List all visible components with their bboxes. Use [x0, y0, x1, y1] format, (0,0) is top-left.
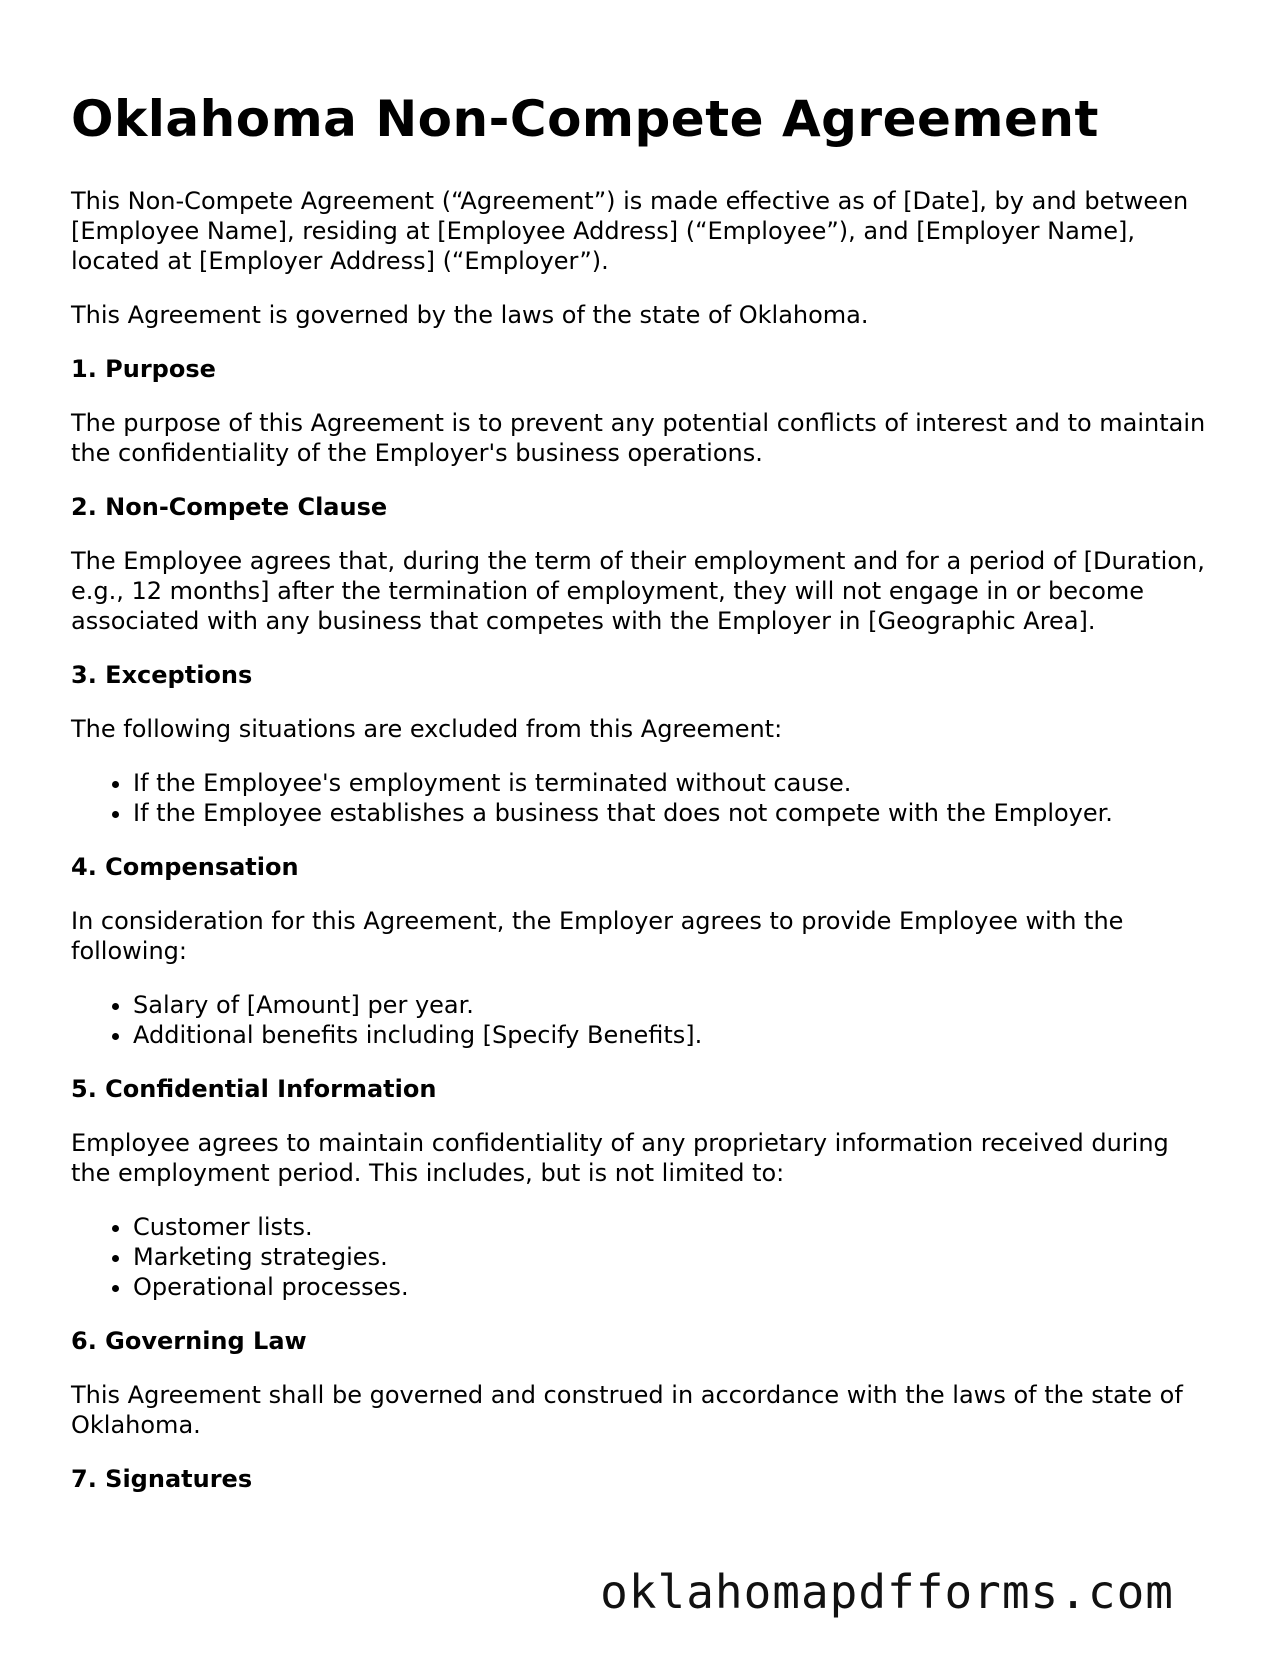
document-title: Oklahoma Non-Compete Agreement — [71, 90, 1099, 148]
document-page — [71, 88, 1211, 1518]
exceptions-list — [71, 768, 1211, 828]
section-text-purpose: The purpose of this Agreement is to prevent any potential conflicts of interest and to maintain the confidentiality of the Employer's business operations. — [71, 409, 1206, 467]
section-heading-non-compete: 2. Non-Compete Clause — [71, 493, 388, 521]
compensation-list — [71, 990, 1211, 1050]
section-text-governing-law: This Agreement shall be governed and construed in accordance with the laws of the state of Oklahoma. — [71, 1381, 1183, 1439]
section-text-confidential: Employee agrees to maintain confidentiality of any proprietary information received during the employment period. This includes, but is not limited to: — [71, 1129, 1169, 1187]
section-heading-compensation: 4. Compensation — [71, 853, 299, 881]
list-item: • Marketing strategies. — [133, 1242, 1211, 1272]
list-item: • Additional benefits including [Specify Benefits]. — [133, 1020, 1211, 1050]
governing-statement: This Agreement is governed by the laws of the state of Oklahoma. — [71, 301, 869, 329]
section-heading-purpose: 1. Purpose — [71, 355, 216, 383]
list-item: • Customer lists. — [133, 1212, 1211, 1242]
section-text-non-compete: The Employee agrees that, during the term of their employment and for a period of [Duration, e.g., 12 months] after the termination of employment, they will not engage in or become associated with any business that competes with the Employer in [Geographic Area]. — [71, 547, 1205, 635]
site-watermark: oklahomapdfforms.com — [600, 1565, 1174, 1619]
section-text-exceptions: The following situations are excluded from this Agreement: — [71, 715, 783, 743]
intro-paragraph: This Non-Compete Agreement (“Agreement”) is made effective as of [Date], by and between [Employee Name], residing at [Employee Address] (“Employee”), and [Employer Name], located at [Employer Address] (“Employer”). — [71, 187, 1189, 275]
section-heading-signatures: 7. Signatures — [71, 1465, 253, 1493]
section-heading-governing-law: 6. Governing Law — [71, 1327, 307, 1355]
section-text-compensation: In consideration for this Agreement, the Employer agrees to provide Employee with the following: — [71, 907, 1124, 965]
list-item: • If the Employee's employment is terminated without cause. — [133, 768, 1211, 798]
confidential-list — [71, 1212, 1211, 1302]
list-item: • Operational processes. — [133, 1272, 1211, 1302]
section-heading-confidential: 5. Confidential Information — [71, 1075, 437, 1103]
list-item: • If the Employee establishes a business that does not compete with the Employer. — [133, 798, 1211, 828]
section-heading-exceptions: 3. Exceptions — [71, 661, 253, 689]
list-item: • Salary of [Amount] per year. — [133, 990, 1211, 1020]
